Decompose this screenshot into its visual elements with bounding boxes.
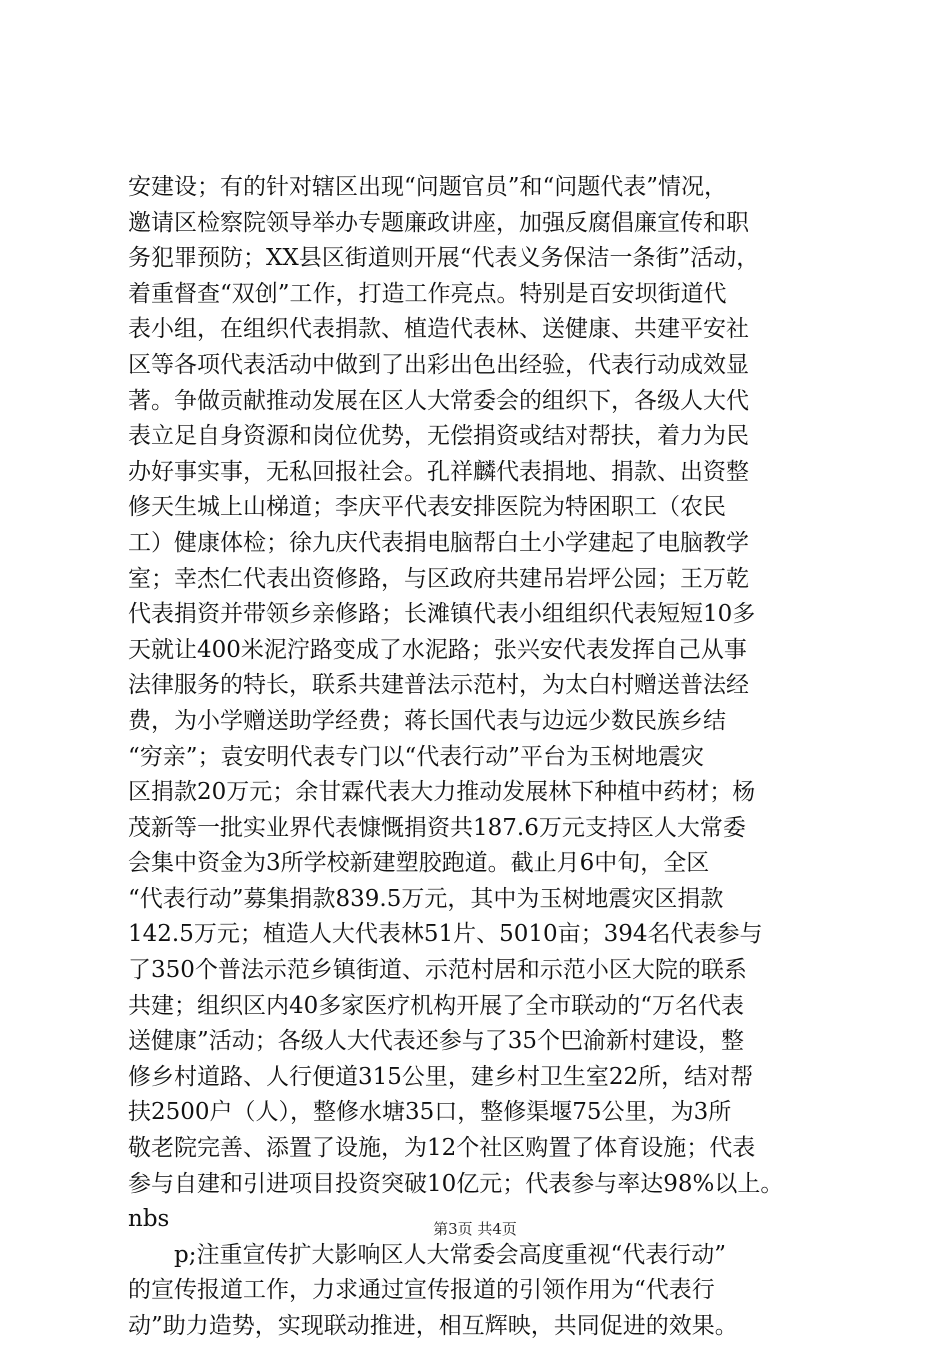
text-line: 送健康”活动；各级人大代表还参与了35个巴渝新村建设，整 (128, 1028, 745, 1055)
text-line: p;注重宣传扩大影响区人大常委会高度重视“代表行动” (128, 1241, 726, 1268)
text-line: 室；幸杰仁代表出资修路，与区政府共建吊岩坪公园；王万乾 (128, 565, 749, 592)
text-line: 邀请区检察院领导举办专题廉政讲座，加强反腐倡廉宣传和职 (128, 209, 749, 236)
text-line: 共建；组织区内40多家医疗机构开展了全市联动的“万名代表 (128, 992, 745, 1019)
text-line: 代表捐资并带领乡亲修路；长滩镇代表小组组织代表短短10多 (128, 601, 756, 628)
text-line: 142.5万元；植造人大代表林51片、5010亩；394名代表参与 (128, 921, 763, 948)
text-line: 修乡村道路、人行便道315公里，建乡村卫生室22所，结对帮 (128, 1063, 754, 1090)
text-line: 表立足自身资源和岗位优势，无偿捐资或结对帮扶，着力为民 (128, 423, 749, 450)
text-line: 的宣传报道工作，力求通过宣传报道的引领作用为“代表行 (128, 1277, 715, 1304)
text-line: 了350个普法示范乡镇街道、示范村居和示范小区大院的联系 (128, 957, 747, 984)
text-line: 著。争做贡献推动发展在区人大常委会的组织下，各级人大代 (128, 387, 749, 414)
text-line: 着重督查“双创”工作，打造工作亮点。特别是百安坝街道代 (128, 280, 727, 307)
text-line: “代表行动”募集捐款839.5万元，其中为玉树地震灾区捐款 (128, 885, 724, 912)
page-number-footer: 第3页 共4页 (433, 1220, 517, 1238)
text-line: 法律服务的特长，联系共建普法示范村，为太白村赠送普法经 (128, 672, 749, 699)
text-line: 敬老院完善、添置了设施，为12个社区购置了体育设施；代表 (128, 1135, 756, 1162)
text-line: 安建设；有的针对辖区出现“问题官员”和“问题代表”情况， (128, 174, 728, 200)
text-line: 扶2500户（人），整修水塘35口，整修渠堰75公里，为3所 (128, 1099, 732, 1126)
text-line: 天就让400米泥泞路变成了水泥路；张兴安代表发挥自己从事 (128, 636, 747, 663)
text-line: 费，为小学赠送助学经费；蒋长国代表与边远少数民族乡结 (128, 707, 726, 734)
text-line: 务犯罪预防；XX县区街道则开展“代表义务保洁一条街”活动， (128, 245, 760, 272)
body-text (128, 170, 858, 1345)
text-line: 区捐款20万元；余甘霖代表大力推动发展林下种植中药材；杨 (128, 779, 756, 806)
text-line: 表小组，在组织代表捐款、植造代表林、送健康、共建平安社 (128, 316, 749, 343)
text-line: 工）健康体检；徐九庆代表捐电脑帮白土小学建起了电脑教学 (128, 529, 749, 556)
text-line: 动”助力造势，实现联动推进，相互辉映，共同促进的效果。 (128, 1313, 738, 1339)
text-line: 区等各项代表活动中做到了出彩出色出经验，代表行动成效显 (128, 351, 749, 378)
text-line: 会集中资金为3所学校新建塑胶跑道。截止月6中旬，全区 (128, 850, 710, 877)
text-line: 办好事实事，无私回报社会。孔祥麟代表捐地、捐款、出资整 (128, 458, 749, 485)
text-line: 茂新等一批实业界代表慷慨捐资共187.6万元支持区人大常委 (128, 814, 746, 841)
text-line: 参与自建和引进项目投资突破10亿元；代表参与率达98%以上。 (128, 1170, 784, 1197)
text-line: 修天生城上山梯道；李庆平代表安排医院为特困职工（农民 (128, 494, 726, 521)
text-line: “穷亲”；袁安明代表专门以“代表行动”平台为玉树地震灾 (128, 743, 705, 770)
text-line: nbs (128, 1206, 170, 1233)
